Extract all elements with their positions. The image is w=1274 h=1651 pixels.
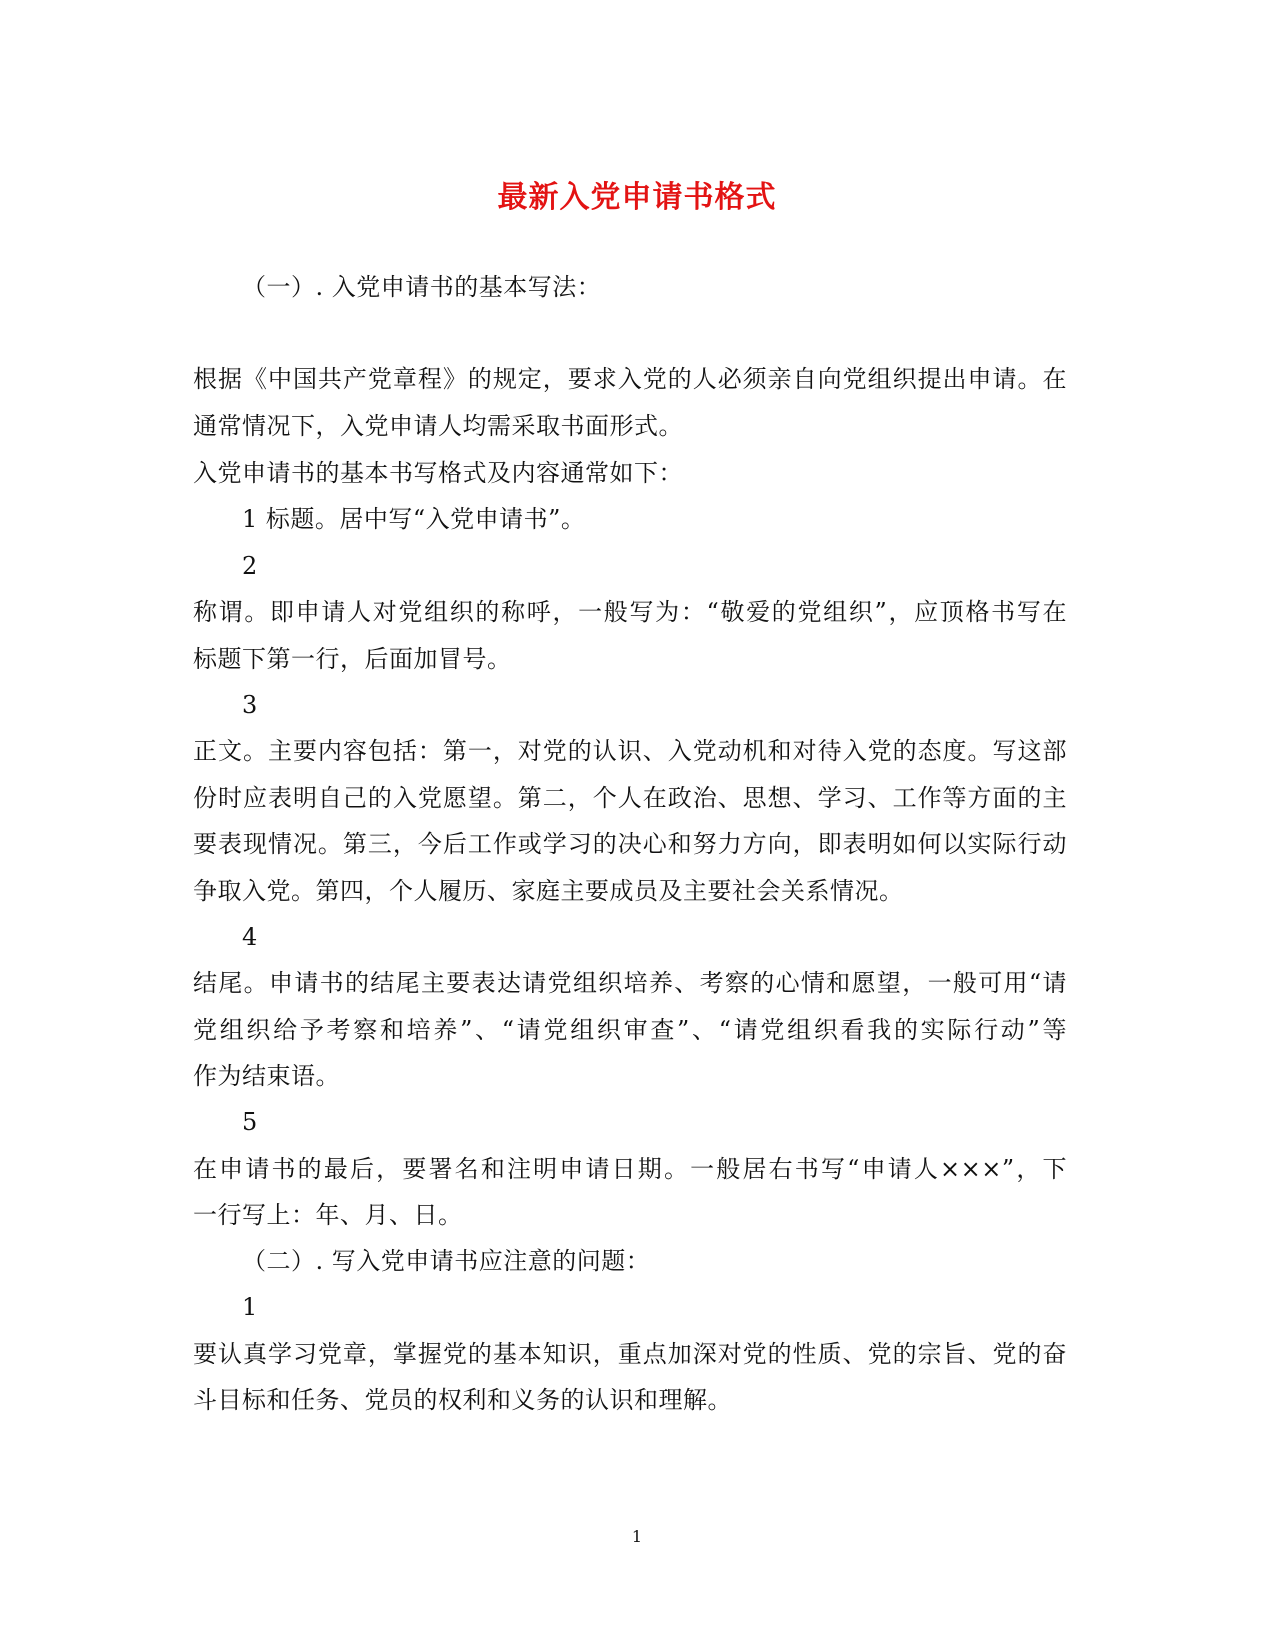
list-number-5: 5 bbox=[242, 1108, 258, 1136]
section-heading-1: （一）. 入党申请书的基本写法： bbox=[242, 273, 602, 301]
paragraph-line: 正文。主要内容包括：第一，对党的认识、入党动机和对待入党的态度。写这部 bbox=[193, 737, 1067, 765]
paragraph-line: 根据《中国共产党章程》的规定，要求入党的人必须亲自向党组织提出申请。在 bbox=[193, 365, 1067, 393]
page-number: 1 bbox=[631, 1527, 643, 1546]
paragraph-line: 斗目标和任务、党员的权利和义务的认识和理解。 bbox=[193, 1386, 732, 1414]
section-heading-2: （二）. 写入党申请书应注意的问题： bbox=[242, 1247, 651, 1275]
paragraph-line: 要表现情况。第三，今后工作或学习的决心和努力方向，即表明如何以实际行动 bbox=[193, 830, 1067, 858]
paragraph-line: 在申请书的最后，要署名和注明申请日期。一般居右书写“申请人×××”，下 bbox=[193, 1155, 1067, 1183]
paragraph-line: 争取入党。第四，个人履历、家庭主要成员及主要社会关系情况。 bbox=[193, 877, 904, 905]
list-item-1: 1 标题。居中写“入党申请书”。 bbox=[242, 505, 586, 533]
list-number-2: 2 bbox=[242, 552, 258, 580]
paragraph-line: 标题下第一行，后面加冒号。 bbox=[193, 645, 512, 673]
paragraph-line: 通常情况下，入党申请人均需采取书面形式。 bbox=[193, 412, 683, 440]
paragraph-line: 要认真学习党章，掌握党的基本知识，重点加深对党的性质、党的宗旨、党的奋 bbox=[193, 1340, 1067, 1368]
paragraph-line: 份时应表明自己的入党愿望。第二，个人在政治、思想、学习、工作等方面的主 bbox=[193, 784, 1067, 812]
paragraph-line: 一行写上：年、月、日。 bbox=[193, 1201, 463, 1229]
paragraph-line: 结尾。申请书的结尾主要表达请党组织培养、考察的心情和愿望，一般可用“请 bbox=[193, 969, 1067, 997]
list-number-3: 3 bbox=[242, 691, 258, 719]
paragraph-line: 党组织给予考察和培养”、“请党组织审查”、“请党组织看我的实际行动”等 bbox=[193, 1016, 1067, 1044]
paragraph-line: 作为结束语。 bbox=[193, 1062, 340, 1090]
document-title: 最新入党申请书格式 bbox=[497, 180, 777, 215]
paragraph-line: 称谓。即申请人对党组织的称呼，一般写为：“敬爱的党组织”，应顶格书写在 bbox=[193, 598, 1067, 626]
list-number-1: 1 bbox=[242, 1293, 258, 1321]
paragraph-line: 入党申请书的基本书写格式及内容通常如下： bbox=[193, 459, 683, 487]
list-number-4: 4 bbox=[242, 923, 258, 951]
